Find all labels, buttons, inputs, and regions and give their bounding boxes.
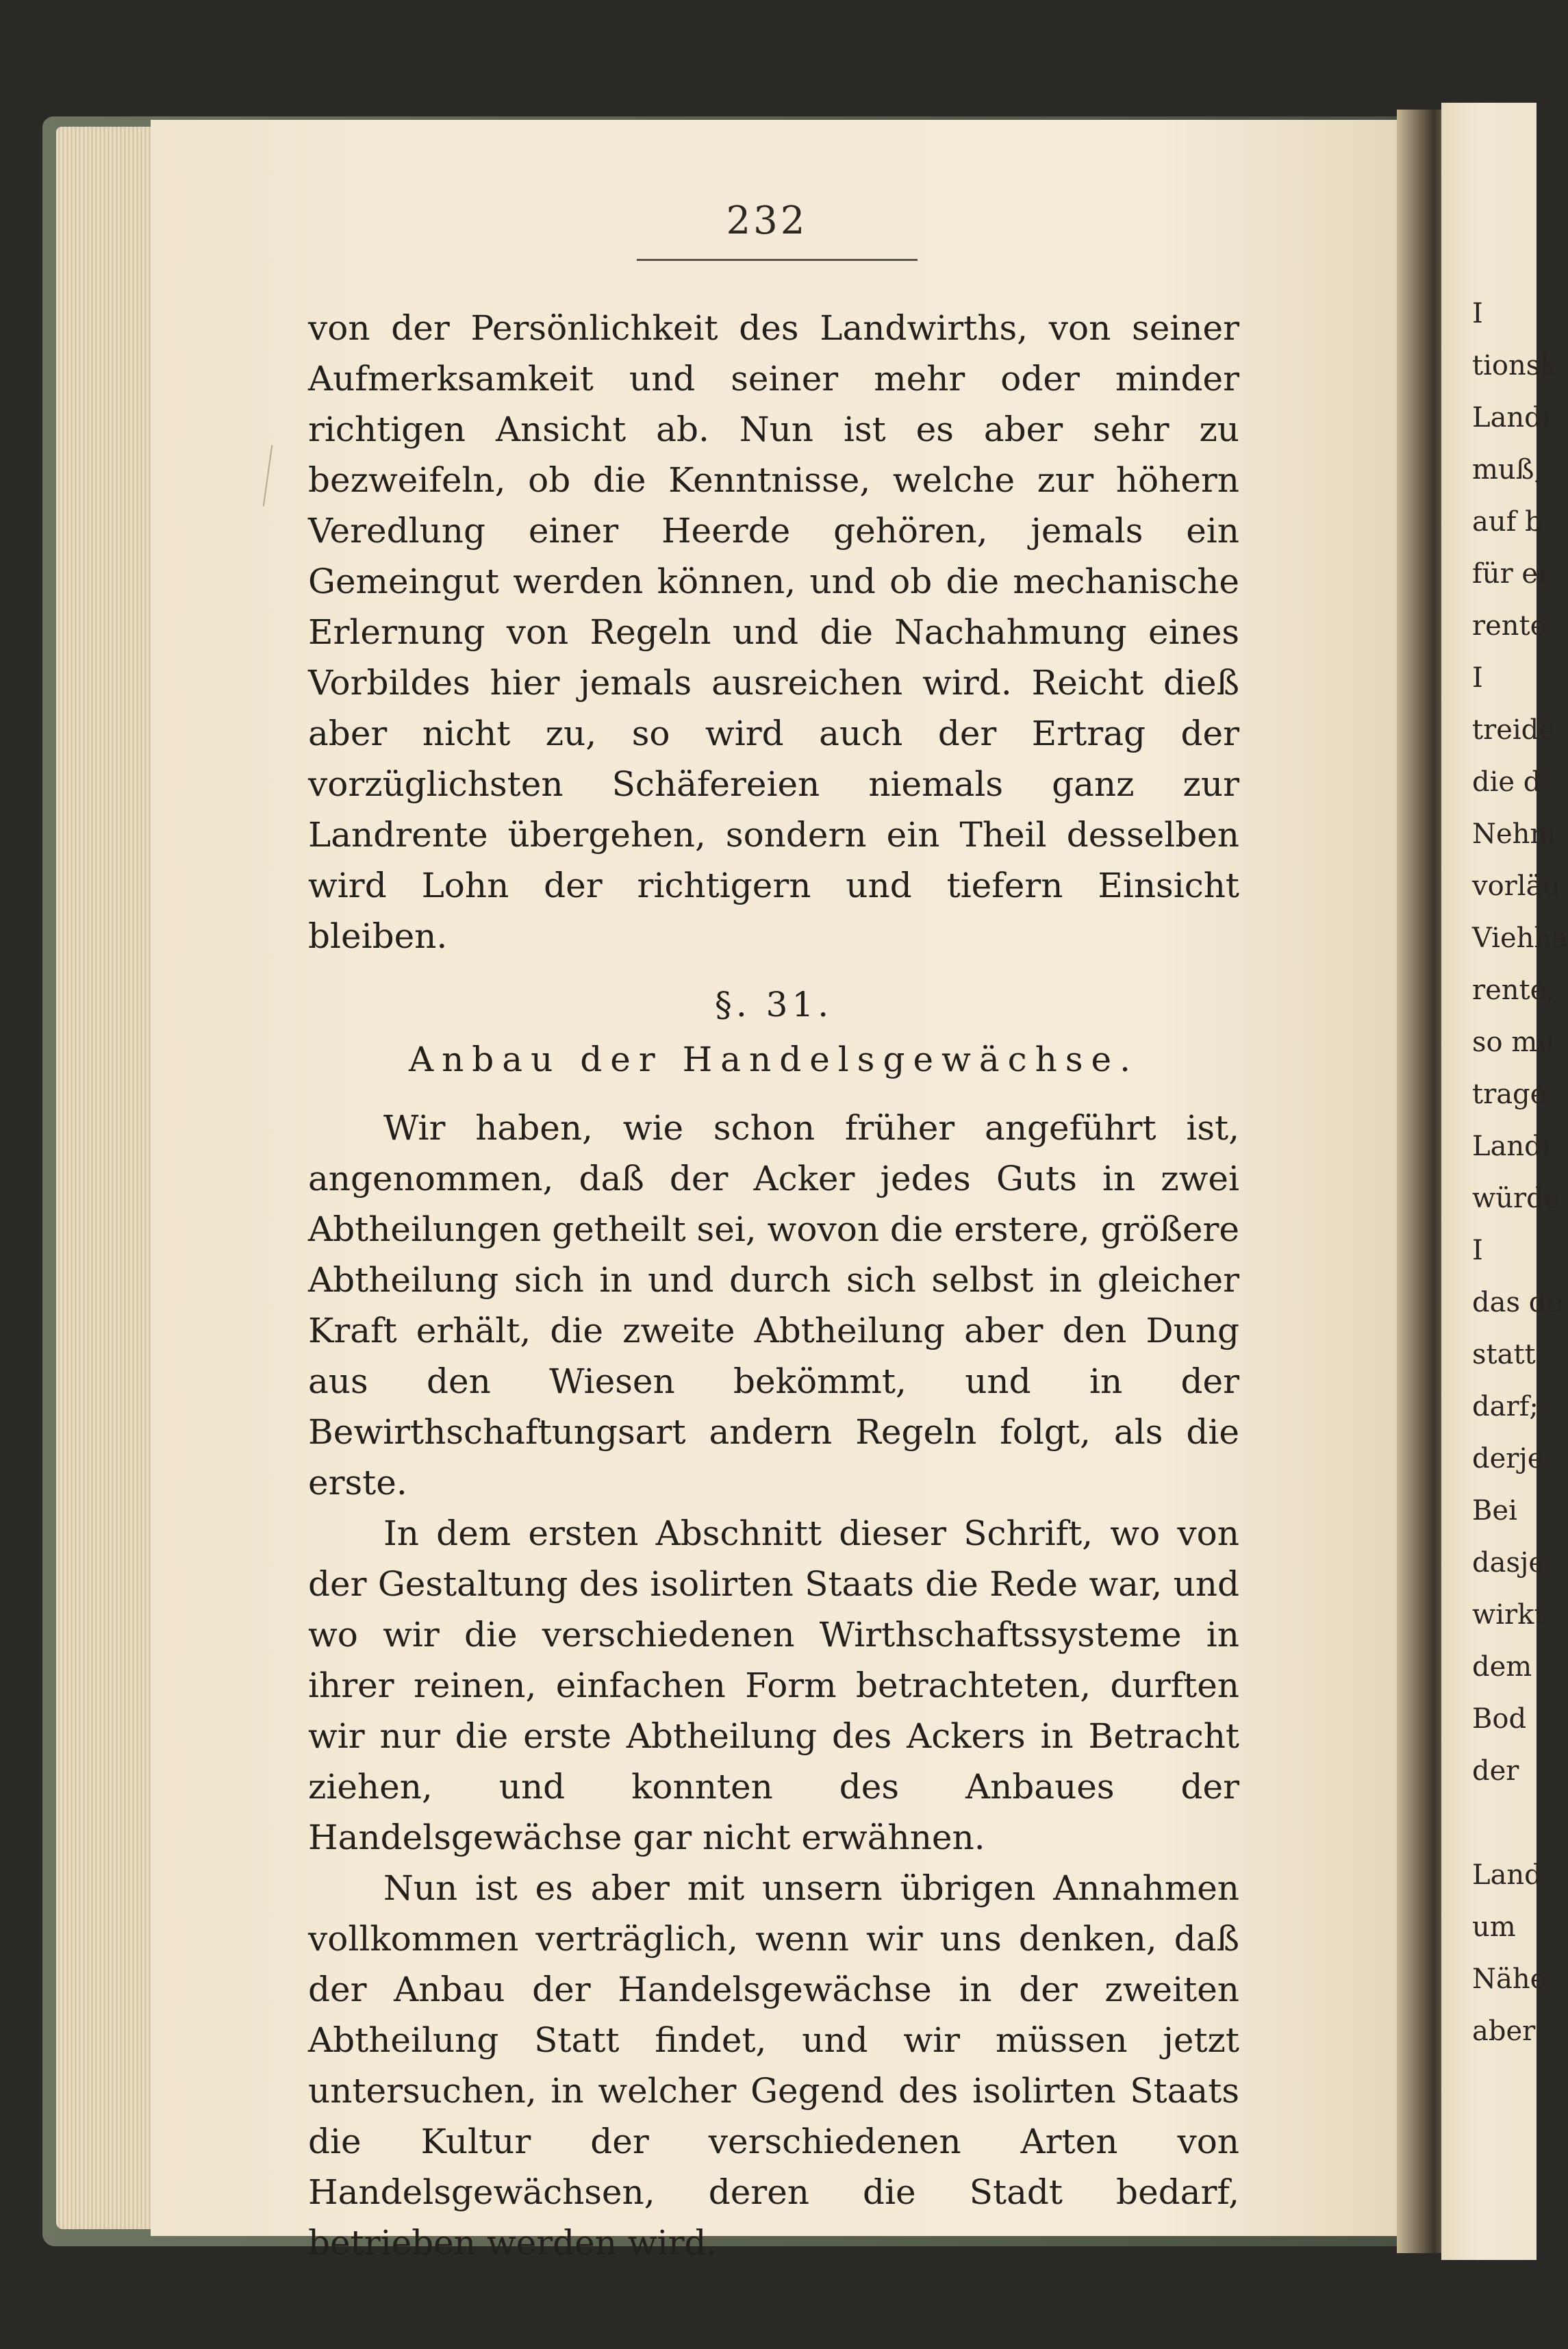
facing-line: für ei bbox=[1472, 558, 1547, 590]
facing-line: muß, bbox=[1472, 454, 1543, 486]
facing-line: Bod bbox=[1472, 1703, 1527, 1735]
section-number: §. 31. bbox=[714, 985, 833, 1025]
header-rule bbox=[637, 259, 918, 261]
facing-line: das de bbox=[1472, 1287, 1563, 1318]
facing-line: derje bbox=[1472, 1443, 1544, 1474]
page-edges bbox=[56, 127, 159, 2229]
facing-page-text bbox=[1472, 288, 1568, 2057]
facing-line: Landr bbox=[1472, 402, 1555, 434]
facing-line: rente bbox=[1472, 610, 1547, 642]
facing-line: auf b bbox=[1472, 506, 1543, 538]
facing-line: dasje bbox=[1472, 1547, 1545, 1579]
facing-line: so mu bbox=[1472, 1027, 1556, 1058]
facing-line bbox=[1472, 1797, 1537, 1849]
facing-line: um bbox=[1472, 1911, 1516, 1943]
facing-line: I bbox=[1472, 662, 1483, 694]
facing-line: Bei bbox=[1472, 1495, 1517, 1527]
facing-line: Nehm bbox=[1472, 818, 1556, 850]
facing-line: Viehha bbox=[1472, 922, 1568, 954]
facing-line: I bbox=[1472, 298, 1483, 329]
facing-line: trage bbox=[1472, 1079, 1547, 1110]
facing-line: Nähe bbox=[1472, 1963, 1547, 1995]
facing-line: rente, bbox=[1472, 975, 1556, 1006]
facing-line: darf; bbox=[1472, 1391, 1539, 1422]
facing-line: dem bbox=[1472, 1651, 1532, 1683]
facing-line: Land bbox=[1472, 1859, 1542, 1891]
facing-line: Landr bbox=[1472, 1131, 1555, 1162]
page-number: 232 bbox=[726, 199, 808, 243]
page-body bbox=[308, 303, 1239, 2268]
facing-line: die d bbox=[1472, 766, 1541, 798]
facing-line: wirkt bbox=[1472, 1599, 1545, 1631]
facing-line: aber bbox=[1472, 2015, 1536, 2047]
facing-line: treide bbox=[1472, 714, 1555, 746]
paragraph: Wir haben, wie schon früher angeführt ist, angenommen, daß der Acker jedes Guts in zwei Abtheilungen getheilt sei, wovon die erstere, größere Abtheilung sich in und durch sich selbst in gleicher Kraft erhält, die zweite Abtheilung aber den Dung aus den Wiesen bekömmt, und in der Bewirthschaftungsart andern Regeln folgt, als die erste. bbox=[308, 1108, 1239, 1503]
facing-line: I bbox=[1472, 1235, 1483, 1266]
facing-line: würde bbox=[1472, 1183, 1560, 1214]
paragraph: Nun ist es aber mit unsern übrigen Annahmen vollkommen verträglich, wenn wir uns denken, daß der Anbau der Handelsgewächse in der zweiten Abtheilung Statt findet, und wir müssen jetzt untersuchen, in welcher Gegend des isolirten Staats die Kultur der verschiedenen Arten von Handelsgewächsen, deren die Stadt bedarf, betrieben werden wird. bbox=[308, 1868, 1239, 2263]
section-title: Anbau der Handelsgewächse. bbox=[408, 1040, 1139, 1079]
facing-line: der bbox=[1472, 1755, 1519, 1787]
paragraph: In dem ersten Abschnitt dieser Schrift, wo von der Gestaltung des isolirten Staats die Rede war, und wo wir die verschiedenen Wirthschaftssysteme in ihrer reinen, einfachen Form betrachteten, durften wir nur die erste Abtheilung des Ackers in Betracht ziehen, und konnten des Anbaues der Handelsgewächse gar nicht erwähnen. bbox=[308, 1513, 1239, 1857]
facing-line: vorläu bbox=[1472, 870, 1560, 902]
facing-line: statt bbox=[1472, 1339, 1536, 1370]
facing-line: tionsk bbox=[1472, 350, 1557, 381]
paragraph: von der Persönlichkeit des Landwirths, von seiner Aufmerksamkeit und seiner mehr oder minder richtigen Ansicht ab. Nun ist es aber sehr zu bezweifeln, ob die Kenntnisse, welche zur höhern Veredlung einer Heerde gehören, jemals ein Gemeingut werden können, und ob die mechanische Erlernung von Regeln und die Nachahmung eines Vorbildes hier jemals ausreichen wird. Reicht dieß aber nicht zu, so wird auch der Ertrag der vorzüglichsten Schäfereien niemals ganz zur Landrente übergehen, sondern ein Theil desselben wird Lohn der richtigern und tiefern Einsicht bleiben. bbox=[308, 308, 1239, 956]
